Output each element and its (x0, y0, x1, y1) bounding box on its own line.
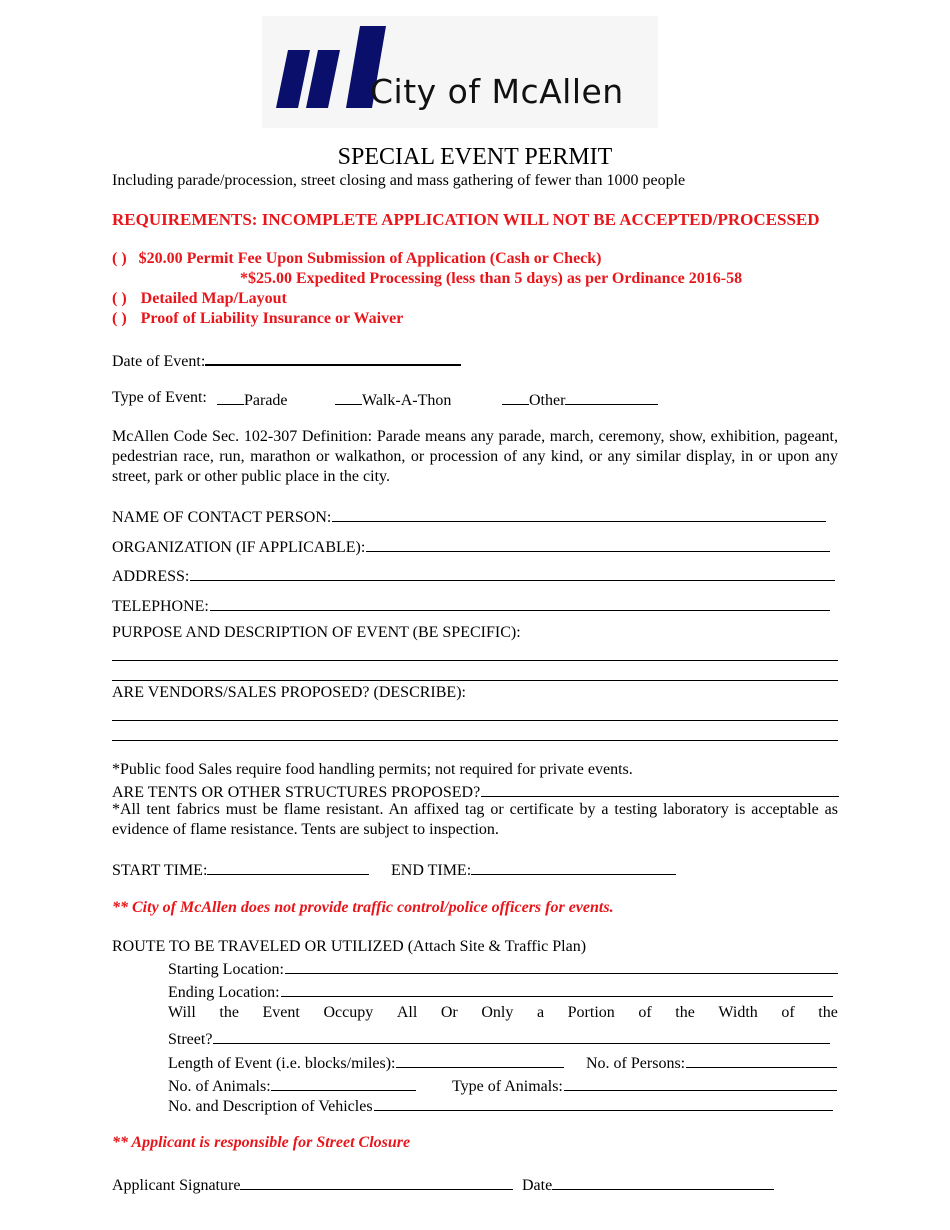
animals-row (168, 1075, 416, 1096)
requirements-heading: REQUIREMENTS: INCOMPLETE APPLICATION WILL NOT BE ACCEPTED/PROCESSED (112, 210, 820, 229)
contact-name-label: NAME OF CONTACT PERSON: (112, 509, 332, 526)
signature-date-row (522, 1174, 774, 1195)
requirement-expedited: *$25.00 Expedited Processing (less than 5 days) as per Ordinance 2016-58 (240, 270, 743, 287)
city-logo (262, 16, 658, 128)
street-width-label: Street? (168, 1031, 213, 1048)
q-word: of (638, 1004, 652, 1021)
walkathon-check-field[interactable] (335, 389, 362, 405)
persons-row (586, 1052, 837, 1073)
purpose-label: PURPOSE AND DESCRIPTION OF EVENT (BE SPECIFIC): (112, 624, 521, 641)
walkathon-label: Walk-A-Thon (362, 392, 452, 409)
telephone-label: TELEPHONE: (112, 598, 209, 615)
other-label: Other (529, 392, 566, 409)
vendors-label: ARE VENDORS/SALES PROPOSED? (DESCRIBE): (112, 684, 466, 701)
q-word: Only (481, 1004, 514, 1021)
signature-row (112, 1174, 513, 1195)
q-word: the (219, 1004, 239, 1021)
start-time-row (112, 859, 369, 880)
end-time-field[interactable] (471, 859, 676, 875)
tents-row (112, 781, 839, 802)
address-row (112, 565, 835, 586)
page-subtitle: Including parade/procession, street closing and mass gathering of fewer than 1000 people (112, 172, 686, 189)
type-of-event-label: Type of Event: (112, 389, 207, 406)
flame-resistance-note: *All tent fabrics must be flame resistant. An affixed tag or certificate by a testing laboratory is acceptable as evidence of flame resistance. Tents are subject to inspection. (112, 801, 838, 838)
signature-date-label: Date (522, 1177, 553, 1194)
q-word: Event (262, 1004, 300, 1021)
q-word: Or (440, 1004, 458, 1021)
requirement-insurance-text: Proof of Liability Insurance or Waiver (140, 310, 404, 327)
type-option-parade[interactable] (217, 389, 288, 410)
end-time-label: END TIME: (391, 862, 472, 879)
vehicles-row (168, 1095, 833, 1116)
checkbox-map[interactable]: ( ) (112, 290, 127, 307)
vehicles-label: No. and Description of Vehicles (168, 1098, 373, 1115)
other-check-field[interactable] (502, 389, 529, 405)
animals-label: No. of Animals: (168, 1078, 271, 1095)
end-time-row (391, 859, 676, 880)
ending-location-label: Ending Location: (168, 984, 280, 1001)
q-word: Portion (567, 1004, 615, 1021)
checkbox-insurance[interactable]: ( ) (112, 310, 127, 327)
parade-definition: McAllen Code Sec. 102-307 Definition: Parade means any parade, march, ceremony, show, exhibition, pageant, pedestrian race, run, marathon or walkathon, or procession of any kind, or any similar display, in or upon any street, park or other public place in the city. (112, 428, 838, 485)
requirement-map (112, 290, 287, 308)
address-label: ADDRESS: (112, 568, 190, 585)
parade-label: Parade (244, 392, 288, 409)
requirement-map-text: Detailed Map/Layout (140, 290, 287, 307)
requirement-fee (112, 250, 602, 268)
starting-location-field[interactable] (285, 958, 838, 974)
contact-name-row (112, 506, 826, 527)
q-word: Will (168, 1004, 196, 1021)
start-time-field[interactable] (207, 859, 369, 875)
organization-label: ORGANIZATION (IF APPLICABLE): (112, 539, 366, 556)
checkbox-fee[interactable]: ( ) (112, 250, 127, 267)
ending-location-row (168, 981, 833, 1002)
date-of-event-field[interactable] (205, 349, 461, 366)
vehicles-field[interactable] (374, 1095, 833, 1111)
other-describe-field[interactable] (565, 389, 658, 405)
street-width-question (168, 1004, 838, 1022)
length-row (168, 1052, 564, 1073)
parade-check-field[interactable] (217, 389, 244, 405)
q-word: the (675, 1004, 695, 1021)
requirement-insurance (112, 310, 403, 328)
length-label: Length of Event (i.e. blocks/miles): (168, 1055, 396, 1072)
contact-name-field[interactable] (332, 506, 826, 522)
city-logo-text: City of McAllen (370, 72, 624, 111)
starting-location-label: Starting Location: (168, 961, 284, 978)
q-word: Width (718, 1004, 758, 1021)
animals-field[interactable] (271, 1075, 416, 1091)
organization-field[interactable] (366, 536, 830, 552)
start-time-label: START TIME: (112, 862, 208, 879)
persons-field[interactable] (686, 1052, 837, 1068)
organization-row (112, 536, 830, 557)
food-permit-note: *Public food Sales require food handling permits; not required for private events. (112, 761, 633, 778)
telephone-field[interactable] (210, 595, 830, 611)
tents-label: ARE TENTS OR OTHER STRUCTURES PROPOSED? (112, 784, 481, 801)
q-word: the (818, 1004, 838, 1021)
animal-type-field[interactable] (564, 1075, 837, 1091)
starting-location-row (168, 958, 838, 979)
address-field[interactable] (190, 565, 835, 581)
street-width-field[interactable] (213, 1028, 830, 1044)
vendors-field-line-2[interactable] (112, 740, 838, 741)
animal-type-row (452, 1075, 837, 1096)
length-field[interactable] (396, 1052, 564, 1068)
ending-location-field[interactable] (281, 981, 833, 997)
street-width-row (168, 1028, 830, 1049)
route-heading: ROUTE TO BE TRAVELED OR UTILIZED (Attach Site & Traffic Plan) (112, 938, 587, 955)
street-closure-note: ** Applicant is responsible for Street Closure (112, 1134, 411, 1151)
q-word: of (781, 1004, 795, 1021)
vendors-field-line-1[interactable] (112, 720, 838, 721)
signature-date-field[interactable] (552, 1174, 774, 1190)
persons-label: No. of Persons: (586, 1055, 686, 1072)
type-of-event-row (112, 389, 207, 407)
traffic-control-note: ** City of McAllen does not provide traffic control/police officers for events. (112, 899, 614, 916)
date-of-event-label: Date of Event: (112, 353, 206, 370)
tents-field[interactable] (481, 781, 839, 797)
requirement-fee-text: $20.00 Permit Fee Upon Submission of Application (Cash or Check) (138, 250, 602, 267)
purpose-field-line-2[interactable] (112, 680, 838, 681)
page-title: SPECIAL EVENT PERMIT (337, 144, 613, 170)
animal-type-label: Type of Animals: (452, 1078, 563, 1095)
q-word: All (396, 1004, 418, 1021)
telephone-row (112, 595, 830, 616)
signature-label: Applicant Signature (112, 1177, 241, 1194)
signature-field[interactable] (240, 1174, 513, 1190)
q-word: a (536, 1004, 545, 1021)
date-of-event-row (112, 349, 461, 371)
type-option-walkathon[interactable] (335, 389, 451, 410)
q-word: Occupy (323, 1004, 374, 1021)
purpose-field-line-1[interactable] (112, 660, 838, 661)
type-option-other[interactable] (502, 389, 658, 410)
